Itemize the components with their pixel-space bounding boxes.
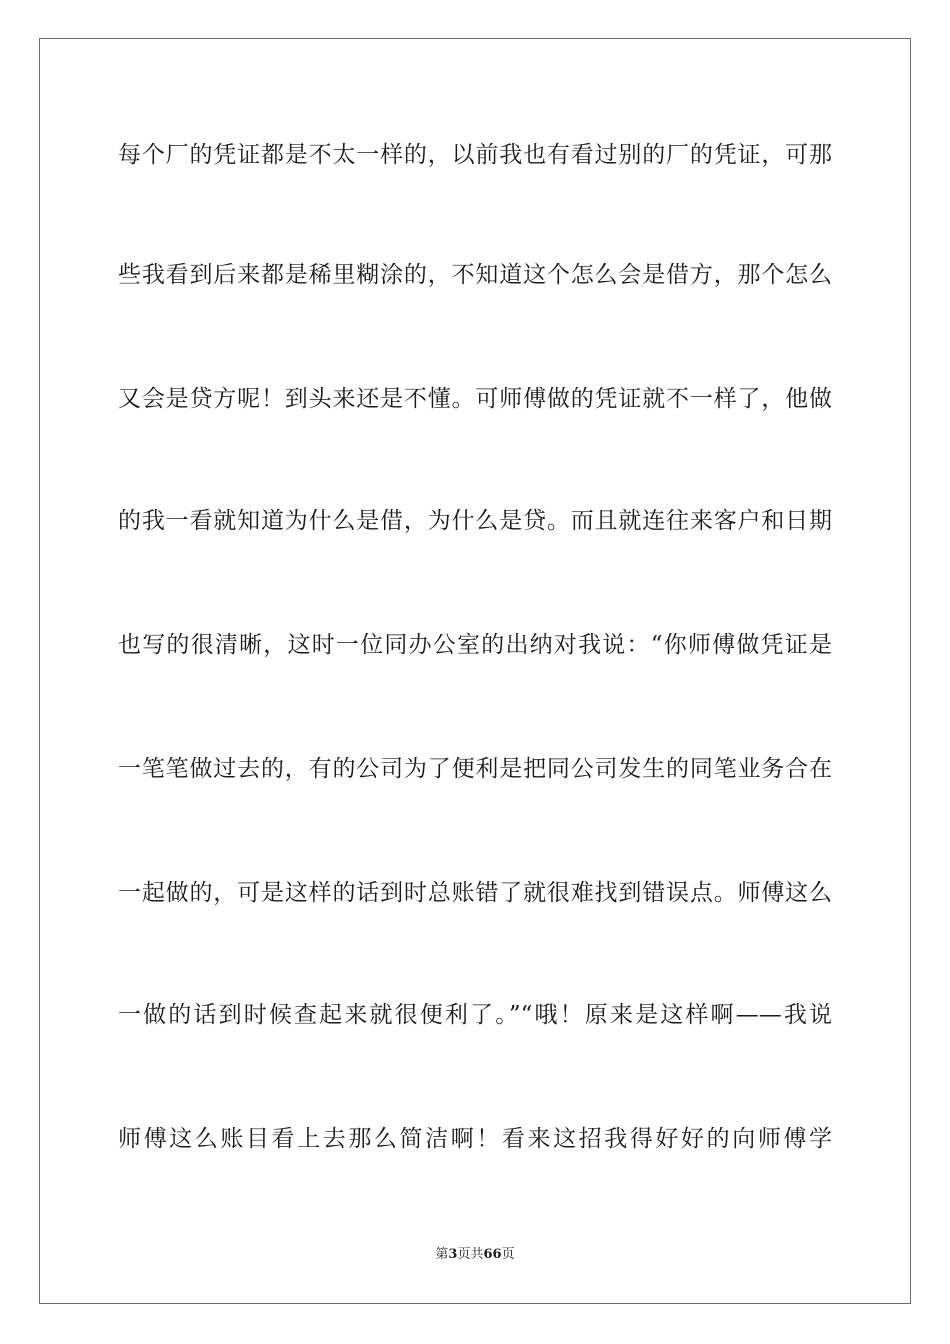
body-text-line: 师傅这么账目看上去那么简洁啊！看来这招我得好好的向师傅学	[118, 1126, 832, 1152]
body-text-line: 一起做的，可是这样的话到时总账错了就很难找到错误点。师傅这么	[118, 880, 832, 906]
body-text-line: 也写的很清晰，这时一位同办公室的出纳对我说：“你师傅做凭证是	[118, 632, 832, 658]
page-prefix: 第	[435, 1247, 449, 1262]
page-footer	[0, 1246, 950, 1264]
total-pages: 66	[483, 1247, 502, 1262]
total-prefix: 共	[470, 1247, 484, 1262]
body-text-line: 一做的话到时候查起来就很便利了。”“哦！原来是这样啊——我说	[118, 1002, 832, 1028]
page-border	[39, 38, 911, 1304]
body-text-line: 些我看到后来都是稀里糊涂的，不知道这个怎么会是借方，那个怎么	[118, 262, 832, 288]
page-suffix: 页	[457, 1247, 471, 1262]
body-text-line: 的我一看就知道为什么是借，为什么是贷。而且就连往来客户和日期	[118, 508, 832, 534]
body-text-line: 一笔笔做过去的，有的公司为了便利是把同公司发生的同笔业务合在	[118, 756, 832, 782]
total-suffix: 页	[501, 1247, 515, 1262]
body-text-line: 每个厂的凭证都是不太一样的，以前我也有看过别的厂的凭证，可那	[118, 142, 832, 168]
page-number: 3	[448, 1247, 458, 1262]
body-text-line: 又会是贷方呢！到头来还是不懂。可师傅做的凭证就不一样了，他做	[118, 386, 832, 412]
